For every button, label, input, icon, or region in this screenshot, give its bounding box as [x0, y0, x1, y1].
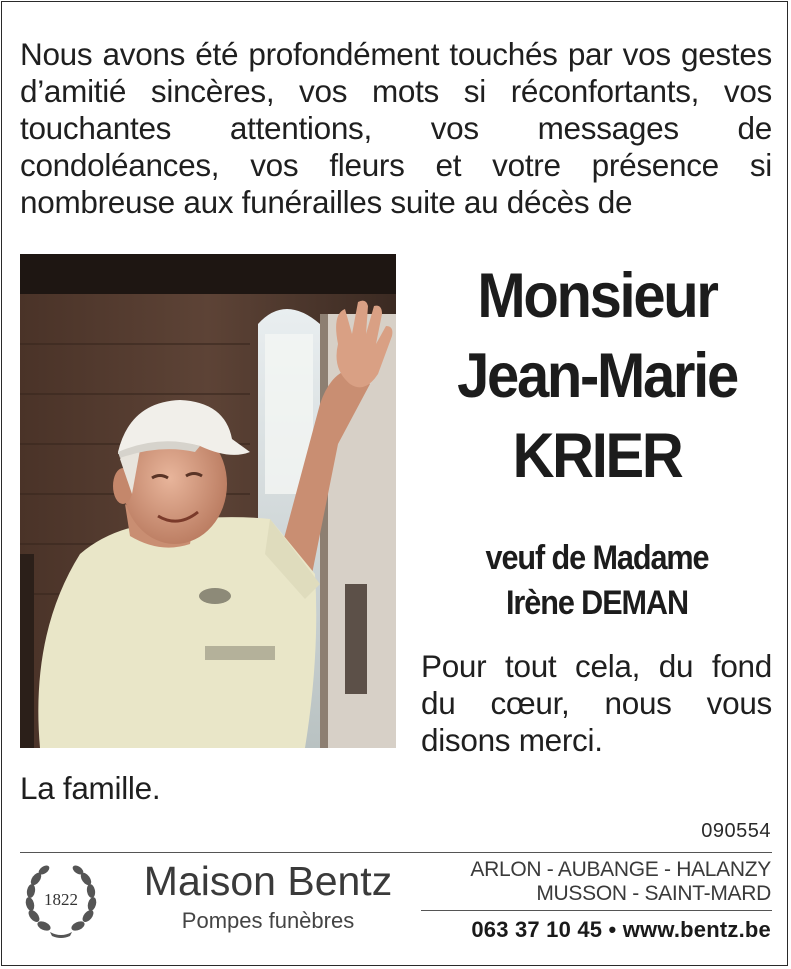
laurel-seal-icon: [20, 858, 102, 940]
locations-line-2: MUSSON - SAINT-MARD: [536, 882, 771, 905]
seal-year: 1822: [44, 890, 78, 909]
portrait-photo: [20, 254, 396, 748]
brand-block: [118, 858, 418, 934]
deceased-name: [419, 256, 774, 496]
footer-divider: [20, 852, 772, 853]
phone-number: 063 37 10 45: [471, 917, 603, 942]
brand-name: Maison Bentz: [143, 858, 393, 904]
contact-line: [471, 916, 771, 944]
intro-text: Nous avons été profondément touchés par vos gestes d’amitié sincères, vos mots si réconfortants, vos touchantes attentions, vos messages de condoléances, vos fleurs et votre présence si nombreuse aux funérailles suite au décès de: [20, 36, 772, 220]
website-link[interactable]: www.bentz.be: [622, 917, 771, 942]
footer-contact-divider: [421, 910, 772, 911]
thanks-text: Pour tout cela, du fond du cœur, nous vous disons merci.: [421, 648, 772, 758]
name-first: Jean-Marie: [457, 341, 737, 411]
signature-text: La famille.: [20, 770, 161, 806]
name-title: Monsieur: [477, 261, 717, 331]
brand-subtitle: Pompes funèbres: [181, 908, 355, 933]
locations-line-1: ARLON - AUBANGE - HALANZY: [470, 858, 771, 881]
reference-number: 090554: [701, 820, 771, 842]
contact-separator: •: [608, 917, 617, 942]
spouse-line-1: veuf de Madame: [485, 539, 709, 577]
spouse-line-2: Irène DEMAN: [506, 584, 688, 622]
name-last: KRIER: [512, 421, 682, 491]
locations: [470, 858, 771, 906]
spouse-info: [423, 536, 770, 626]
